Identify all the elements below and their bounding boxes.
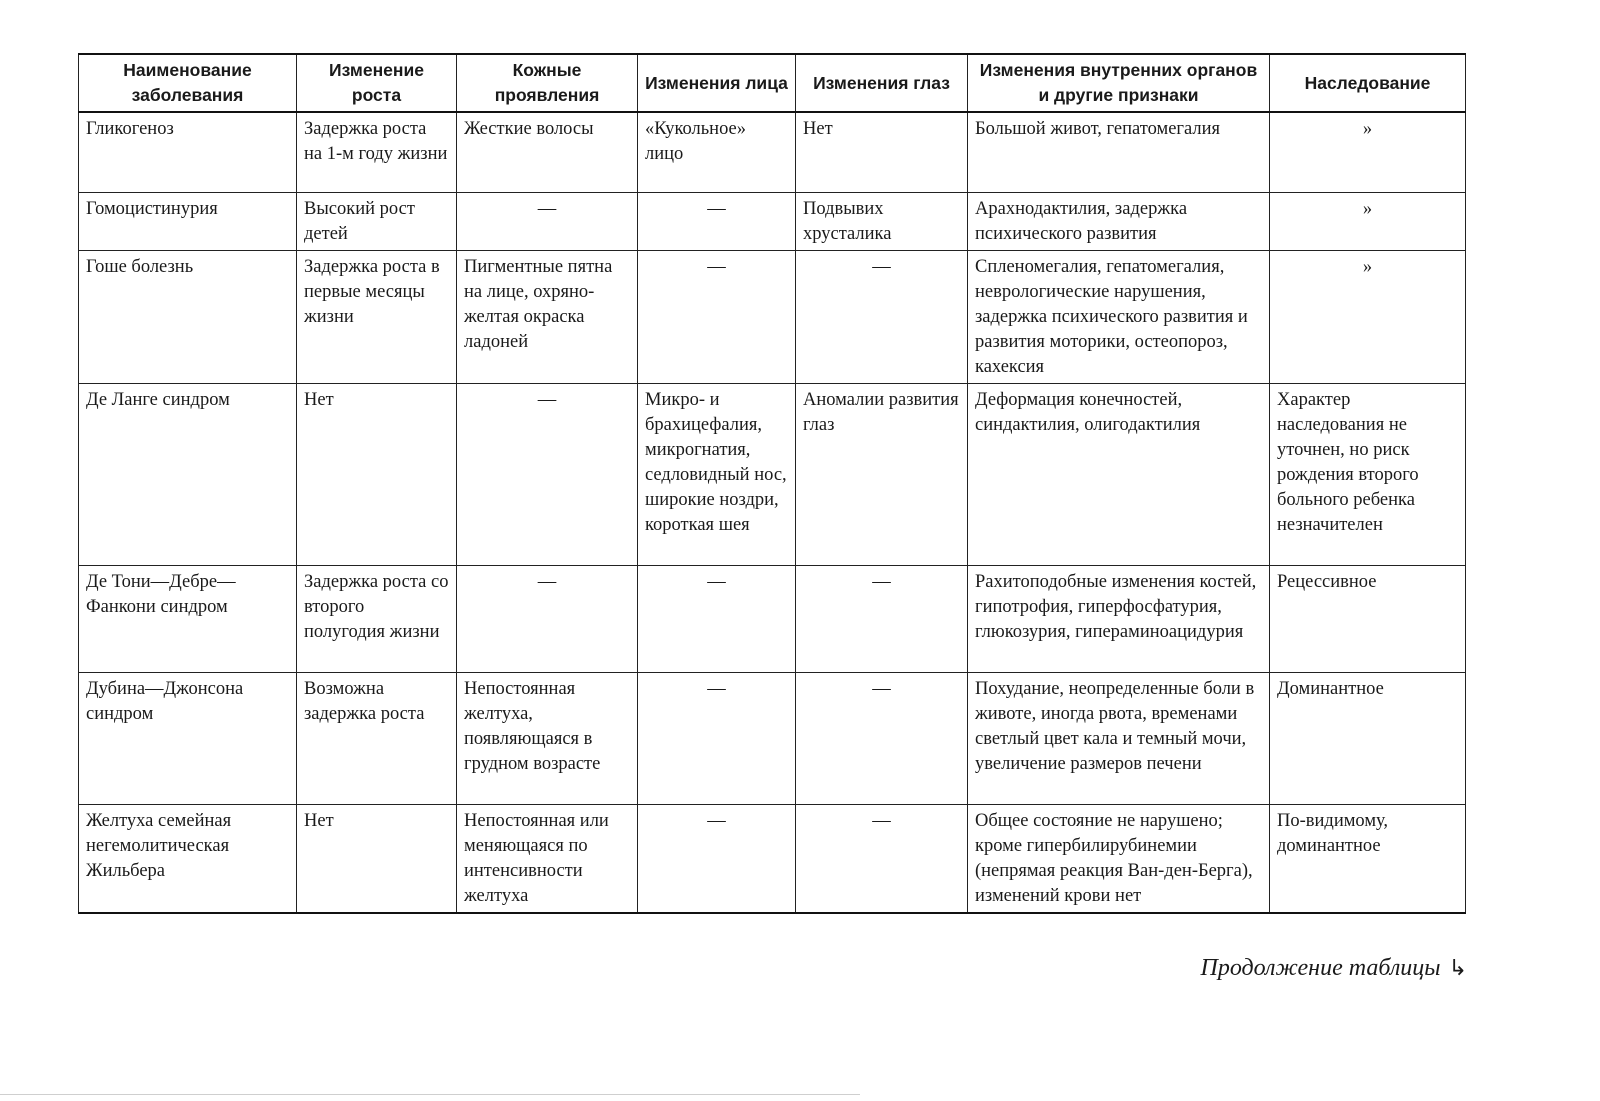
- cell-disease-name: Де Ланге синдром: [79, 383, 297, 565]
- cell-disease-name: Гомоцистинурия: [79, 192, 297, 250]
- cell-inheritance: Доминантное: [1270, 672, 1466, 804]
- cell-growth-change: Нет: [297, 383, 457, 565]
- cell-disease-name: Гоше болезнь: [79, 250, 297, 383]
- cell-inheritance: »: [1270, 192, 1466, 250]
- cell-inheritance: По-видимому, доминантное: [1270, 804, 1466, 913]
- cell-face-changes: «Кукольное» лицо: [638, 112, 796, 192]
- table-row: [79, 672, 1466, 804]
- cell-inheritance: »: [1270, 250, 1466, 383]
- header-skin-manifestations: Кожные проявления: [457, 54, 638, 112]
- cell-eye-changes: Нет: [796, 112, 968, 192]
- table-header-row: [79, 54, 1466, 112]
- cell-eye-changes: —: [796, 565, 968, 672]
- cell-face-changes: —: [638, 672, 796, 804]
- cell-skin-manifestations: —: [457, 383, 638, 565]
- cell-growth-change: Задержка роста со второго полугодия жизни: [297, 565, 457, 672]
- header-internal-organs: Изменения внутренних органов и другие признаки: [968, 54, 1270, 112]
- cell-growth-change: Задержка роста на 1-м году жизни: [297, 112, 457, 192]
- table-row: [79, 192, 1466, 250]
- cell-inheritance: »: [1270, 112, 1466, 192]
- header-inheritance: Наследование: [1270, 54, 1466, 112]
- cell-internal-organs: Большой живот, гепатомегалия: [968, 112, 1270, 192]
- header-eye-changes: Изменения глаз: [796, 54, 968, 112]
- table-row: [79, 250, 1466, 383]
- cell-skin-manifestations: Жесткие волосы: [457, 112, 638, 192]
- cell-internal-organs: Арахнодактилия, задержка психического развития: [968, 192, 1270, 250]
- cell-disease-name: Де Тони—Дебре—Фанкони синдром: [79, 565, 297, 672]
- cell-eye-changes: —: [796, 250, 968, 383]
- cell-eye-changes: Подвывих хрусталика: [796, 192, 968, 250]
- cell-skin-manifestations: Непостоянная желтуха, появляющаяся в грудном возрасте: [457, 672, 638, 804]
- table-row: [79, 112, 1466, 192]
- cell-skin-manifestations: Пигментные пятна на лице, охряно-желтая окраска ладоней: [457, 250, 638, 383]
- cell-internal-organs: Общее состояние не нарушено; кроме гипербилирубинемии (непрямая реакция Ван-ден-Берга), изменений крови нет: [968, 804, 1270, 913]
- syndromes-table: [78, 53, 1466, 914]
- cell-skin-manifestations: —: [457, 565, 638, 672]
- cell-disease-name: Дубина—Джонсона синдром: [79, 672, 297, 804]
- cell-internal-organs: Похудание, неопределенные боли в животе, иногда рвота, временами светлый цвет кала и темный мочи, увеличение размеров печени: [968, 672, 1270, 804]
- table-row: [79, 804, 1466, 913]
- cell-disease-name: Гликогеноз: [79, 112, 297, 192]
- cell-inheritance: Характер наследования не уточнен, но риск рождения второго больного ребенка незначителен: [1270, 383, 1466, 565]
- table-row: [79, 383, 1466, 565]
- table-continued-note: [1201, 955, 1468, 982]
- continued-label: Продолжение таблицы: [1200, 955, 1441, 981]
- cell-growth-change: Возможна задержка роста: [297, 672, 457, 804]
- cell-skin-manifestations: —: [457, 192, 638, 250]
- cell-eye-changes: —: [796, 672, 968, 804]
- cell-eye-changes: Аномалии развития глаз: [796, 383, 968, 565]
- cell-internal-organs: Деформация конечностей, синдактилия, олигодактилия: [968, 383, 1270, 565]
- cell-growth-change: Задержка роста в первые месяцы жизни: [297, 250, 457, 383]
- continued-arrow-icon: ↳: [1448, 956, 1467, 981]
- cell-internal-organs: Рахитоподобные изменения костей, гипотрофия, гиперфосфатурия, глюкозурия, гипераминоацидурия: [968, 565, 1270, 672]
- cell-face-changes: Микро- и брахицефалия, микрогнатия, седловидный нос, широкие ноздри, короткая шея: [638, 383, 796, 565]
- cell-disease-name: Желтуха семейная негемолитическая Жильбера: [79, 804, 297, 913]
- cell-face-changes: —: [638, 250, 796, 383]
- scan-artifact-line: [0, 1094, 860, 1095]
- header-growth-change: Изменение роста: [297, 54, 457, 112]
- cell-inheritance: Рецессивное: [1270, 565, 1466, 672]
- cell-face-changes: —: [638, 192, 796, 250]
- cell-eye-changes: —: [796, 804, 968, 913]
- header-face-changes: Изменения лица: [638, 54, 796, 112]
- header-disease-name: Наименование заболевания: [79, 54, 297, 112]
- cell-growth-change: Высокий рост детей: [297, 192, 457, 250]
- cell-face-changes: —: [638, 804, 796, 913]
- cell-internal-organs: Спленомегалия, гепатомегалия, неврологические нарушения, задержка психического развития и развития моторики, остеопороз, кахексия: [968, 250, 1270, 383]
- cell-growth-change: Нет: [297, 804, 457, 913]
- cell-skin-manifestations: Непостоянная или меняющаяся по интенсивности желтуха: [457, 804, 638, 913]
- table-row: [79, 565, 1466, 672]
- cell-face-changes: —: [638, 565, 796, 672]
